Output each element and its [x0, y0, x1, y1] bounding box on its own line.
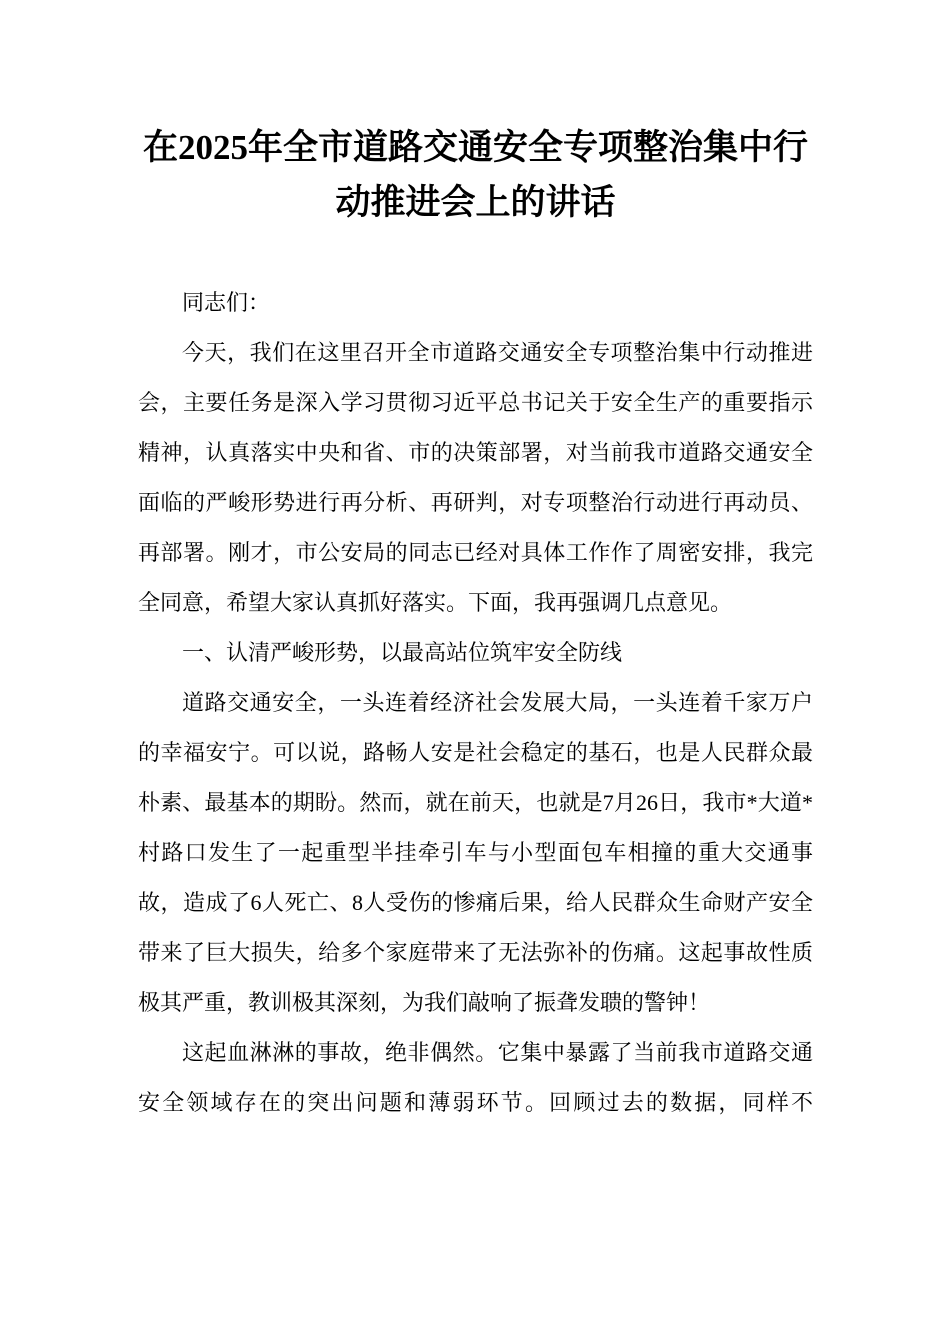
paragraph: 这起血淋淋的事故，绝非偶然。它集中暴露了当前我市道路交通安全领域存在的突出问题和薄弱环节。回顾过去的数据，同样不	[138, 1040, 813, 1115]
document-content	[0, 120, 950, 1128]
document-body	[138, 278, 813, 1128]
paragraph: 道路交通安全，一头连着经济社会发展大局，一头连着千家万户的幸福安宁。可以说，路畅人安是社会稳定的基石，也是人民群众最朴素、最基本的期盼。然而，就在前天，也就是7月26日，我市*大道*村路口发生了一起重型半挂牵引车与小型面包车相撞的重大交通事故，造成了6人死亡、8人受伤的惨痛后果，给人民群众生命财产安全带来了巨大损失，给多个家庭带来了无法弥补的伤痛。这起事故性质极其严重，教训极其深刻，为我们敲响了振聋发聩的警钟！	[138, 690, 813, 1015]
section-heading: 一、认清严峻形势，以最高站位筑牢安全防线	[182, 640, 623, 665]
document-title: 在2025年全市道路交通安全专项整治集中行动推进会上的讲话	[142, 128, 808, 222]
paragraph: 今天，我们在这里召开全市道路交通安全专项整治集中行动推进会，主要任务是深入学习贯彻习近平总书记关于安全生产的重要指示精神，认真落实中央和省、市的决策部署，对当前我市道路交通安全面临的严峻形势进行再分析、再研判，对专项整治行动进行再动员、再部署。刚才，市公安局的同志已经对具体工作作了周密安排，我完全同意，希望大家认真抓好落实。下面，我再强调几点意见。	[138, 340, 813, 615]
paragraph: 同志们：	[182, 290, 271, 315]
